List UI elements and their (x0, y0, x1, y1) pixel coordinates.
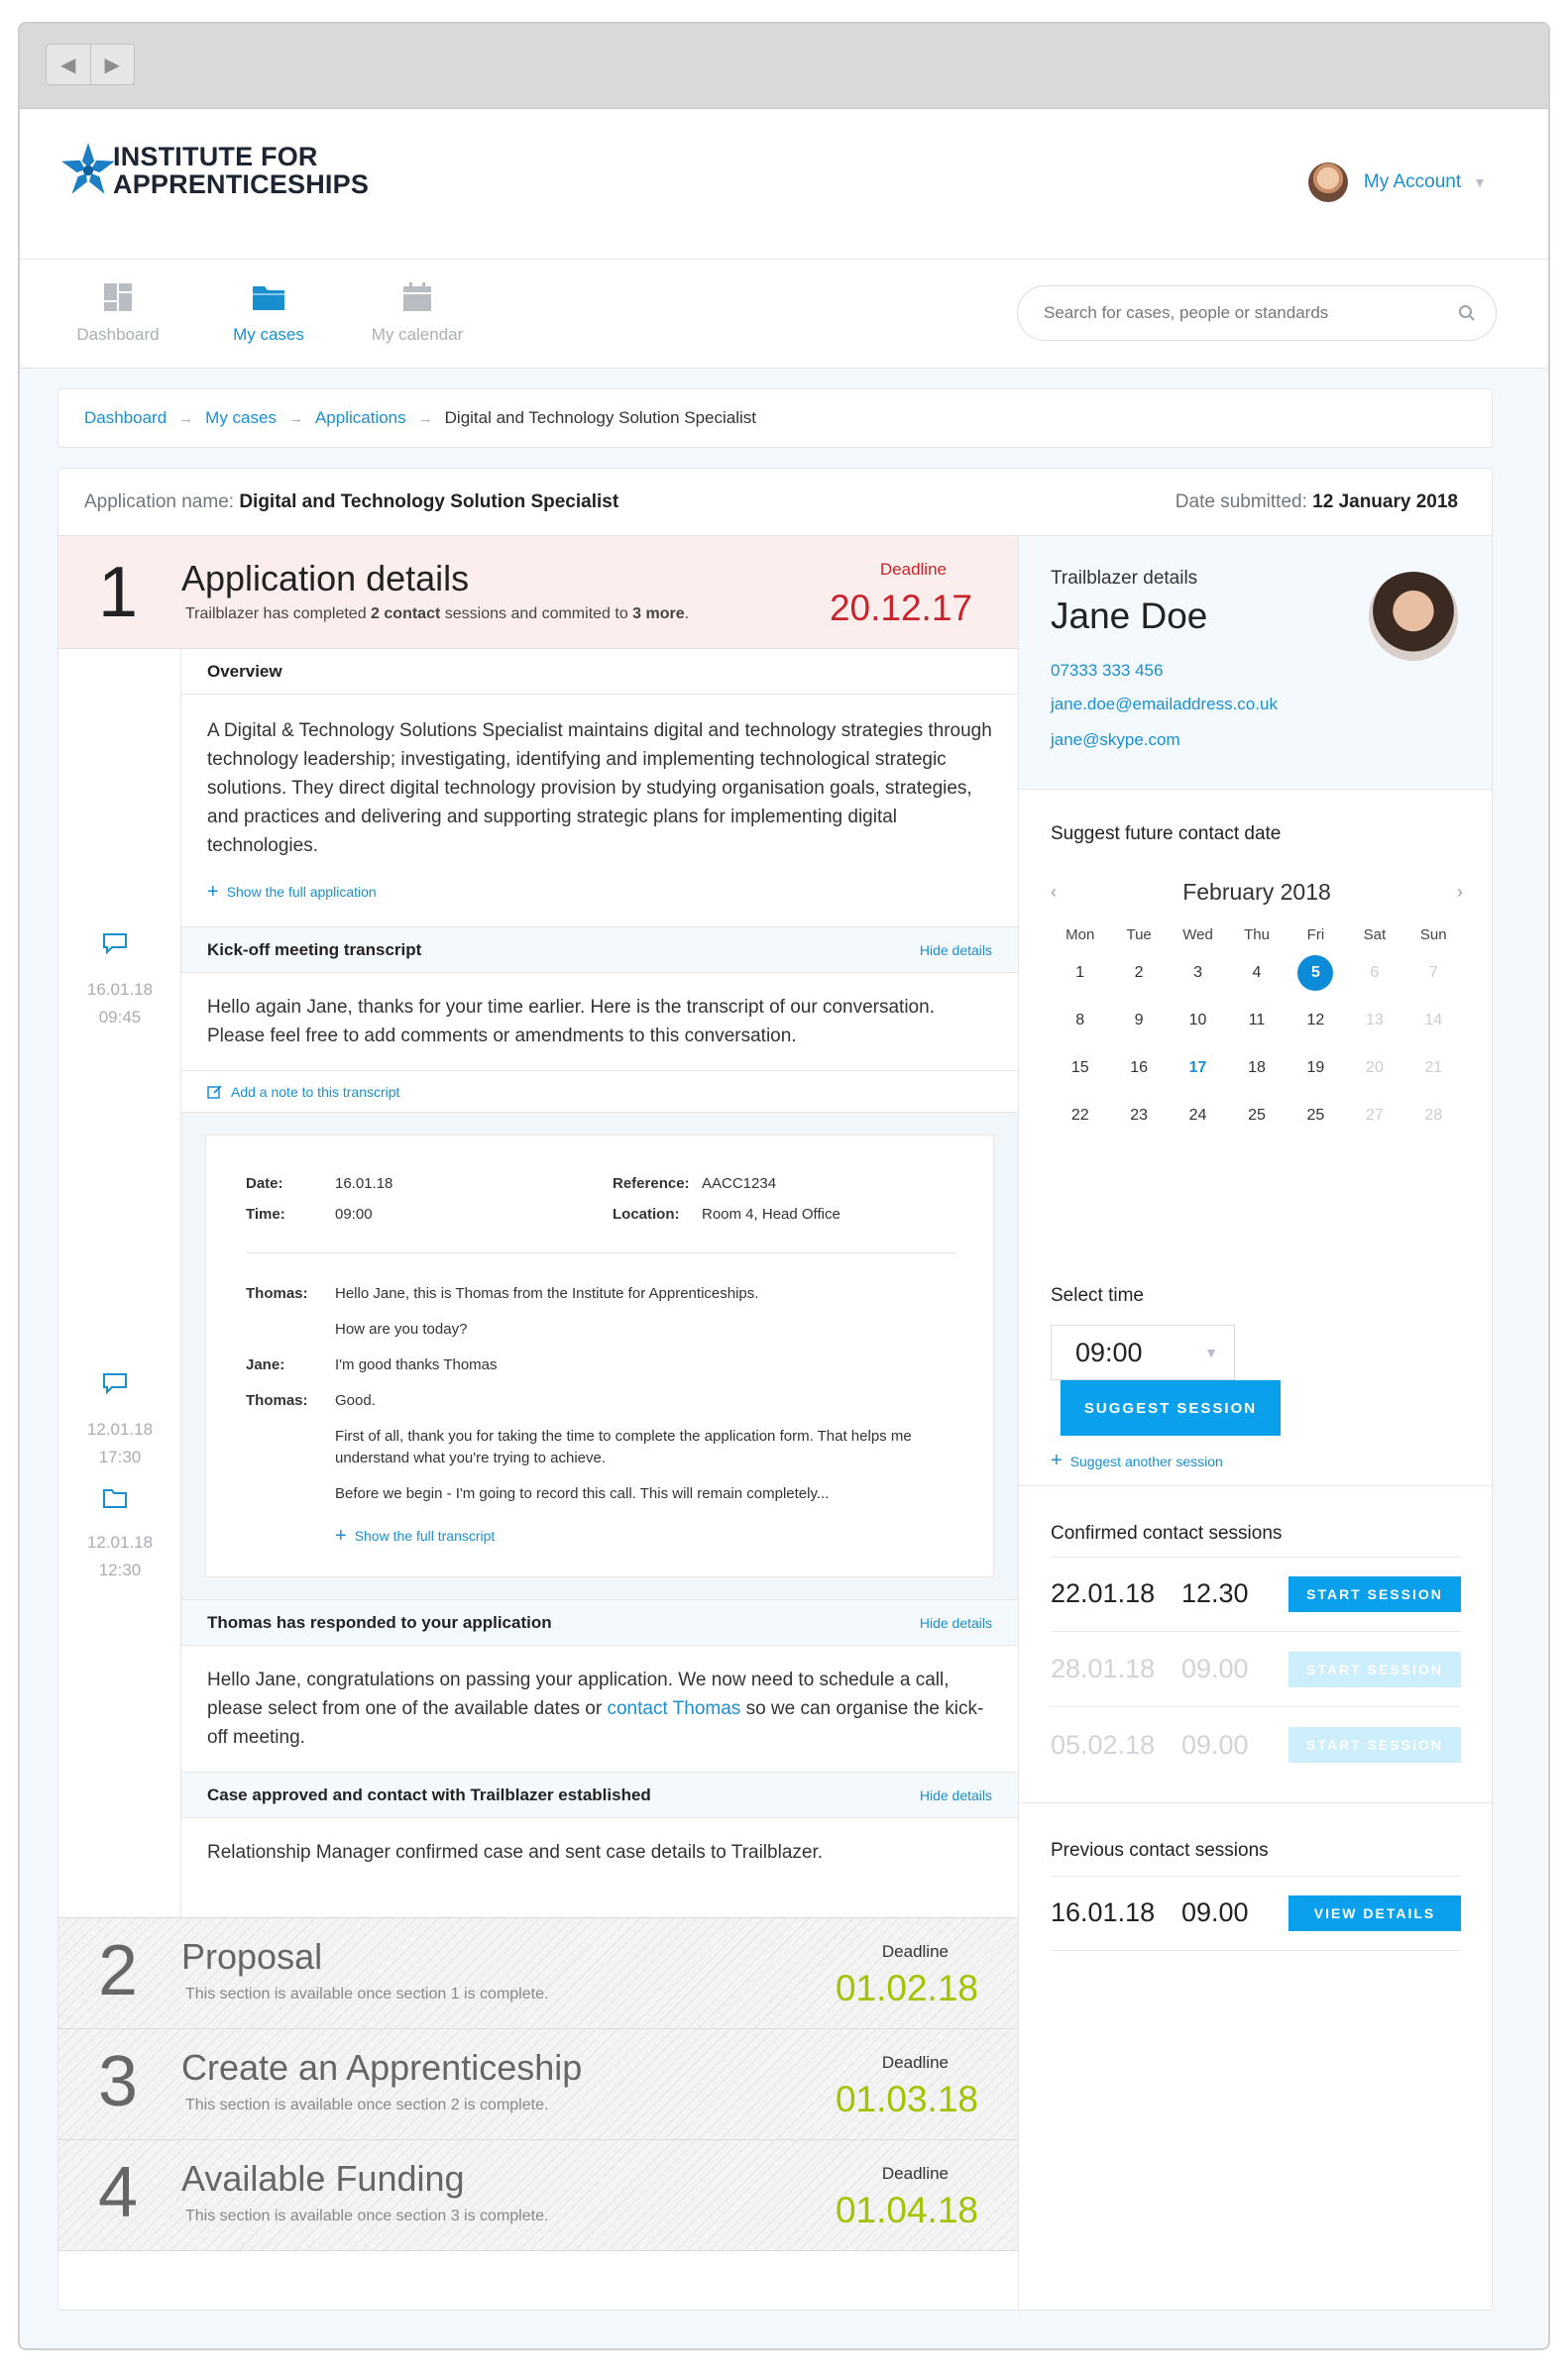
transcript-ref-label: Reference: (613, 1175, 690, 1192)
suggest-another-link[interactable]: + Suggest another session (1051, 1450, 1223, 1471)
locked-sections (58, 1917, 1018, 2251)
nav-dashboard[interactable] (63, 281, 172, 345)
timeline-date: 12.01.18 17:30 (86, 1420, 154, 1466)
calendar (1051, 823, 1463, 1139)
calendar-day: 27 (1365, 1107, 1384, 1124)
calendar-day: 13 (1365, 1012, 1384, 1028)
transcript-ref: AACC1234 (702, 1175, 777, 1192)
calendar-day[interactable]: 19 (1306, 1059, 1325, 1076)
divider (1019, 1802, 1493, 1803)
deadline-label: Deadline (881, 1942, 949, 1961)
comment-icon (102, 1372, 128, 1394)
calendar-day[interactable]: 2 (1134, 964, 1144, 981)
calendar-day[interactable]: 23 (1130, 1107, 1149, 1124)
breadcrumb-my-cases[interactable]: My cases (205, 408, 277, 427)
previous-session-row (1051, 1876, 1461, 1951)
speaker (246, 1426, 335, 1469)
calendar-day[interactable]: 12 (1306, 1012, 1325, 1028)
calendar-day[interactable]: 18 (1248, 1059, 1266, 1076)
contact-thomas-link[interactable]: contact Thomas (607, 1698, 741, 1719)
hide-details-link[interactable]: Hide details (919, 1614, 992, 1631)
speaker: Jane: (246, 1356, 285, 1373)
speaker (246, 1319, 335, 1341)
folder-icon (249, 281, 288, 313)
transcript-time-label: Time: (246, 1206, 285, 1223)
calendar-day: 28 (1424, 1107, 1443, 1124)
browser-nav-buttons (46, 44, 135, 85)
time-value: 09:00 (1075, 1337, 1143, 1367)
time-dropdown[interactable] (1051, 1325, 1235, 1380)
arrow-right-icon: → (178, 409, 194, 427)
arrow-right-icon: → (417, 409, 433, 427)
divider (1019, 1485, 1493, 1486)
calendar-day[interactable]: 15 (1070, 1059, 1089, 1076)
section-title: Available Funding (181, 2158, 465, 2199)
kickoff-text: Hello again Jane, thanks for your time earlier. Here is the transcript of our conversation. Please feel free to add comments or amendments to this conversation. (181, 973, 1018, 1071)
transcript-time: 09:00 (335, 1206, 373, 1223)
calendar-grid (1051, 920, 1463, 1139)
section-number: 4 (98, 2153, 139, 2232)
calendar-day[interactable]: 4 (1252, 964, 1262, 981)
application-card (57, 468, 1493, 2311)
speaker: Thomas: (246, 1285, 308, 1302)
avatar (1308, 162, 1348, 202)
kickoff-title: Kick-off meeting transcript (207, 939, 422, 959)
calendar-day[interactable]: 16 (1130, 1059, 1149, 1076)
logo-line2: APPRENTICESHIPS (113, 169, 370, 199)
dialog-line: I'm good thanks Thomas (335, 1356, 498, 1373)
section-title: Create an Apprenticeship (181, 2047, 583, 2088)
calendar-day: 7 (1428, 964, 1438, 981)
deadline-date: 01.04.18 (835, 2190, 978, 2230)
star-logo-icon (57, 139, 119, 200)
dialog-line: How are you today? (335, 1321, 468, 1338)
back-arrow-icon[interactable]: ◀ (47, 45, 91, 84)
chevron-down-icon: ▼ (1204, 1345, 1218, 1360)
responded-title: Thomas has responded to your application (207, 1612, 552, 1632)
weekday-label: Thu (1244, 925, 1270, 943)
section-1-content (181, 649, 1018, 1887)
transcript-date: 16.01.18 (335, 1175, 393, 1192)
dialog-line: Hello Jane, this is Thomas from the Institute for Apprenticeships. (335, 1285, 759, 1302)
show-full-application-link[interactable]: + Show the full application (207, 878, 992, 907)
search-input[interactable] (1017, 285, 1497, 341)
confirmed-session-row (1051, 1632, 1461, 1707)
dialog-line: Before we begin - I'm going to record this call. This will remain completely... (335, 1485, 830, 1502)
start-session-button: START SESSION (1288, 1652, 1461, 1687)
nav-my-cases-label: My cases (233, 325, 304, 344)
search-icon[interactable] (1458, 304, 1476, 322)
section-subtitle: Trailblazer has completed 2 contact sessions and commited to 3 more. (185, 605, 690, 622)
session-time: 09.00 (1181, 1897, 1249, 1927)
chevron-down-icon: ▼ (1473, 174, 1487, 190)
overview-heading: Overview (181, 649, 1018, 695)
chevron-left-icon[interactable]: ‹ (1051, 882, 1057, 902)
timeline (58, 649, 181, 1917)
calendar-day: 21 (1424, 1059, 1443, 1076)
trailblazer-email[interactable]: jane.doe@emailaddress.co.uk (1051, 695, 1278, 713)
deadline-label: Deadline (881, 2164, 949, 2183)
section-1-header[interactable] (58, 536, 1018, 649)
weekday-label: Mon (1065, 925, 1095, 943)
calendar-day: 20 (1365, 1059, 1384, 1076)
select-time-label: Select time (1051, 1285, 1144, 1306)
transcript-location: Room 4, Head Office (702, 1206, 840, 1223)
calendar-nav (1051, 879, 1463, 906)
kickoff-heading (181, 927, 1018, 973)
weekday-label: Tue (1126, 925, 1152, 943)
chevron-right-icon[interactable]: › (1457, 882, 1463, 902)
section-number: 1 (98, 553, 139, 632)
timeline-date: 16.01.18 09:45 (86, 980, 154, 1027)
deadline-label: Deadline (879, 560, 947, 579)
folder-outline-icon (102, 1487, 128, 1509)
trailblazer-label: Trailblazer details (1051, 568, 1198, 589)
start-session-button[interactable]: START SESSION (1288, 1576, 1461, 1612)
forward-arrow-icon[interactable]: ▶ (104, 54, 120, 76)
session-date: 05.02.18 (1051, 1729, 1156, 1760)
session-time: 09.00 (1181, 1654, 1249, 1683)
site-header (20, 109, 1548, 260)
hide-details-link[interactable]: Hide details (919, 941, 992, 958)
weekday-label: Sun (1419, 925, 1447, 943)
add-note-row (181, 1071, 1018, 1113)
approved-title: Case approved and contact with Trailblazer established (207, 1785, 651, 1804)
confirmed-heading: Confirmed contact sessions (1051, 1523, 1283, 1544)
nav-dashboard-label: Dashboard (76, 325, 160, 344)
section-number: 2 (98, 1931, 139, 2010)
calendar-day[interactable]: 9 (1134, 1012, 1144, 1028)
suggest-session-button[interactable]: SUGGEST SESSION (1061, 1380, 1281, 1436)
overview-text: A Digital & Technology Solutions Specialist maintains digital and technology strategies through technology leadership; investigating, identifying and implementing technological strategic solutions. They direct digital technology provision by studying organisation goals, strategies, and practices and delivering and supporting strategic plans for implementing digital technologies. (207, 720, 992, 856)
calendar-month: February 2018 (1182, 879, 1331, 905)
breadcrumb-current: Digital and Technology Solution Specialist (444, 408, 757, 427)
nav-my-calendar-label: My calendar (371, 325, 464, 344)
approved-heading (181, 1773, 1018, 1818)
calendar-heading: Suggest future contact date (1051, 823, 1282, 844)
transcript (205, 1135, 994, 1577)
calendar-day[interactable]: 24 (1188, 1107, 1207, 1124)
dialog-line: Good. (335, 1392, 376, 1409)
browser-window (18, 22, 1550, 2350)
responded-heading (181, 1600, 1018, 1646)
previous-heading: Previous contact sessions (1051, 1840, 1269, 1861)
confirmed-session-row (1051, 1707, 1461, 1783)
session-date: 28.01.18 (1051, 1654, 1156, 1683)
date-submitted: 12 January 2018 (1312, 490, 1458, 512)
section-2 (58, 1918, 1018, 2029)
start-session-button: START SESSION (1288, 1727, 1461, 1763)
nav-my-calendar[interactable] (353, 281, 482, 345)
speaker (246, 1483, 335, 1505)
dashboard-icon (98, 281, 138, 313)
confirmed-session-row (1051, 1557, 1461, 1632)
session-time: 09.00 (1181, 1729, 1249, 1760)
section-title: Application details (181, 558, 470, 598)
approved-text: Relationship Manager confirmed case and sent case details to Trailblazer. (207, 1842, 824, 1863)
overview-block (181, 695, 1018, 927)
time-select-row (1051, 1285, 1463, 1472)
logo[interactable] (57, 139, 369, 200)
comment-icon (102, 932, 128, 954)
plus-icon: + (1051, 1450, 1063, 1471)
plus-icon: + (335, 1525, 347, 1547)
application-name-label: Application name: (84, 490, 235, 512)
section-subtitle: This section is available once section 2 is complete. (185, 2097, 549, 2113)
trailblazer-skype[interactable]: jane@skype.com (1051, 730, 1180, 749)
breadcrumb (57, 388, 1493, 448)
selected-day[interactable]: 5 (1297, 955, 1333, 991)
main-nav (20, 260, 1548, 369)
calendar-day[interactable]: 22 (1070, 1107, 1089, 1124)
add-note-link[interactable]: Add a note to this transcript (207, 1084, 399, 1100)
session-date: 22.01.18 (1051, 1578, 1156, 1608)
sidebar (1018, 536, 1493, 2311)
timeline-date: 12.01.18 12:30 (86, 1533, 154, 1579)
calendar-day[interactable] (1287, 949, 1345, 997)
trailblazer-avatar (1369, 572, 1458, 661)
calendar-day[interactable]: 10 (1188, 1012, 1207, 1028)
speaker: Thomas: (246, 1392, 308, 1409)
transcript-meta (246, 1175, 957, 1253)
trailblazer-phone[interactable]: 07333 333 456 (1051, 661, 1164, 680)
section-number: 3 (98, 2042, 139, 2121)
section-4 (58, 2140, 1018, 2251)
session-time: 12.30 (1181, 1578, 1249, 1608)
weekday-label: Fri (1306, 925, 1325, 943)
arrow-right-icon: → (287, 409, 303, 427)
calendar-day[interactable]: 1 (1075, 964, 1085, 981)
weekday-label: Wed (1182, 925, 1213, 943)
responded-text: Hello Jane, congratulations on passing your application. We now need to schedule a call, please select from one of the available dates or contact Thomas so we can organise the kick-off meeting. (181, 1646, 1018, 1773)
deadline-date: 01.03.18 (835, 2079, 978, 2119)
calendar-day[interactable]: 11 (1248, 1012, 1266, 1028)
calendar-day: 14 (1424, 1012, 1443, 1028)
application-header (58, 469, 1492, 536)
calendar-day[interactable]: 3 (1193, 964, 1203, 981)
section-title: Proposal (181, 1936, 323, 1977)
plus-icon: + (207, 881, 219, 903)
section-subtitle: This section is available once section 3 is complete. (185, 2208, 549, 2224)
transcript-dialog (246, 1283, 957, 1547)
section-subtitle: This section is available once section 1 is complete. (185, 1986, 549, 2002)
logo-line1: INSTITUTE FOR (113, 142, 318, 171)
breadcrumb-dashboard[interactable]: Dashboard (84, 408, 168, 427)
calendar-day: 6 (1370, 964, 1380, 981)
account-label: My Account (1363, 171, 1462, 192)
calendar-day[interactable]: 25 (1306, 1107, 1325, 1124)
sections-column (58, 536, 1018, 2311)
dialog-line: First of all, thank you for taking the time to complete the application form. That helps me understand what you're trying to achieve. (335, 1428, 912, 1466)
weekday-label: Sat (1363, 925, 1387, 943)
trailblazer-details (1019, 536, 1493, 790)
browser-chrome (20, 24, 1548, 109)
calendar-day[interactable]: 25 (1248, 1107, 1266, 1124)
deadline-date: 01.02.18 (835, 1968, 978, 2008)
transcript-date-label: Date: (246, 1175, 283, 1192)
calendar-icon (397, 281, 437, 313)
trailblazer-name: Jane Doe (1051, 595, 1208, 636)
deadline-date: 20.12.17 (829, 588, 972, 628)
view-details-button[interactable]: VIEW DETAILS (1288, 1895, 1461, 1931)
transcript-location-label: Location: (613, 1206, 680, 1223)
edit-note-icon (207, 1084, 223, 1100)
hide-details-link[interactable]: Hide details (919, 1786, 992, 1803)
calendar-day[interactable]: 17 (1188, 1059, 1207, 1076)
breadcrumb-applications[interactable]: Applications (314, 408, 406, 427)
account-menu[interactable] (1308, 162, 1487, 202)
date-submitted-label: Date submitted: (1175, 490, 1307, 512)
session-date: 16.01.18 (1051, 1897, 1156, 1927)
calendar-day[interactable]: 8 (1075, 1012, 1085, 1028)
application-name: Digital and Technology Solution Specialist (239, 490, 619, 512)
search-placeholder: Search for cases, people or standards (1044, 303, 1329, 322)
section-3 (58, 2029, 1018, 2140)
transcript-wrapper (181, 1113, 1018, 1600)
show-full-transcript-link[interactable]: + Show the full transcript (335, 1525, 496, 1547)
deadline-label: Deadline (881, 2053, 949, 2072)
nav-my-cases[interactable] (214, 281, 323, 345)
